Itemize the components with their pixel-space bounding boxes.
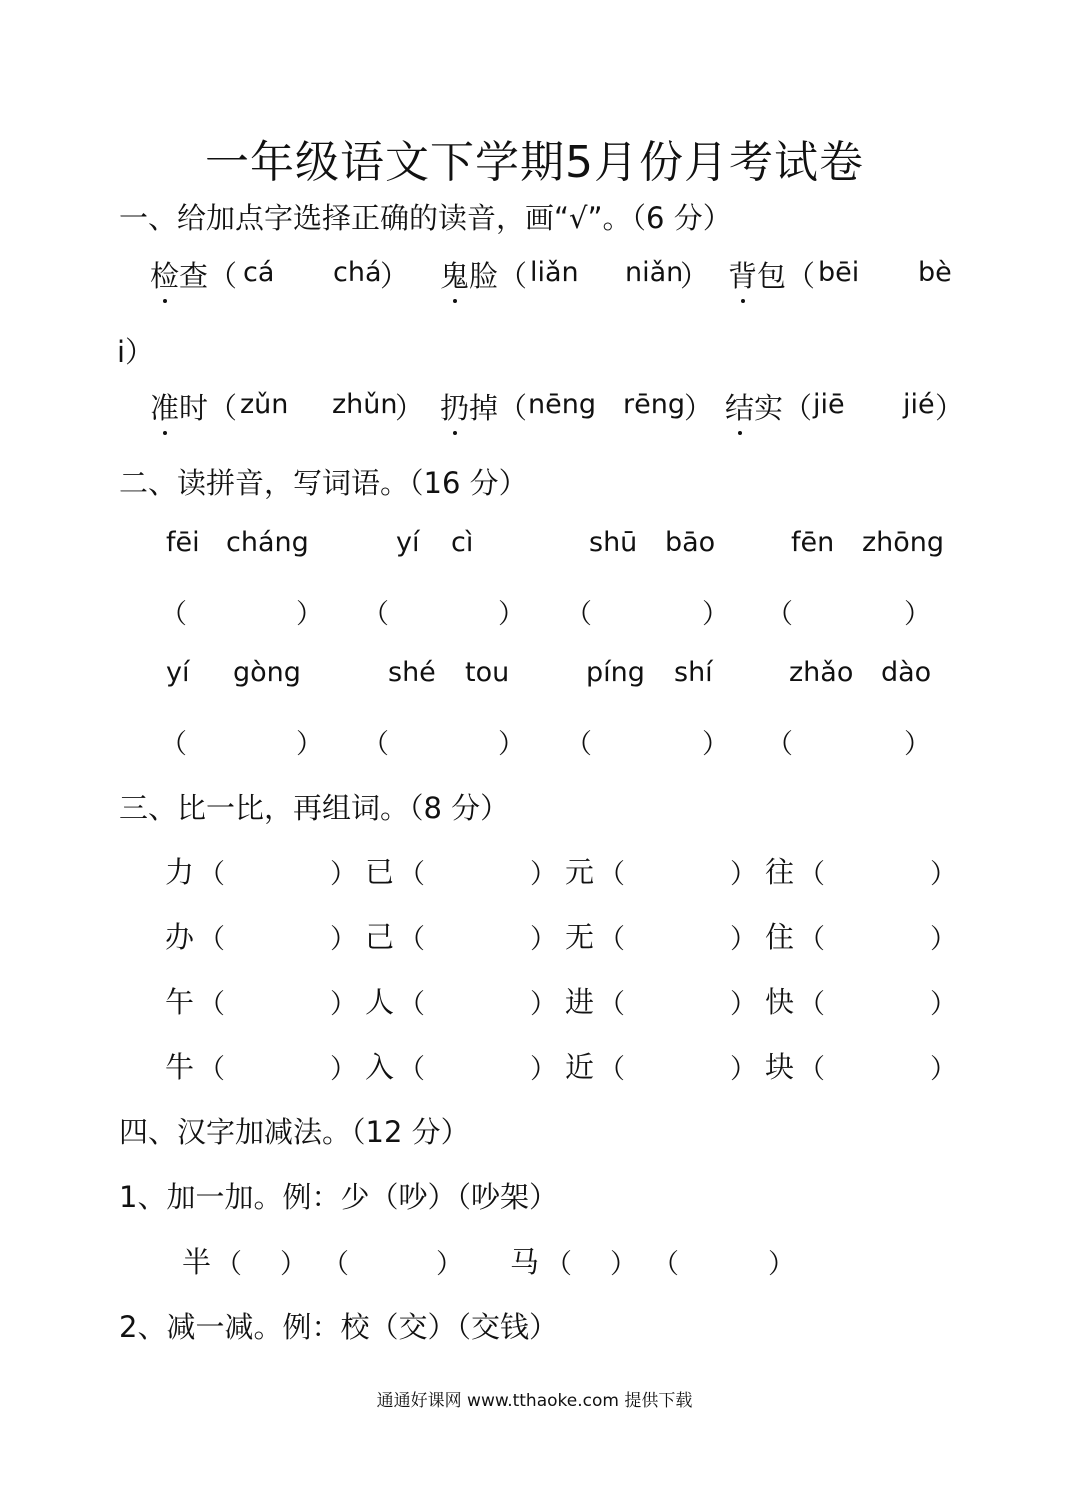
close-paren: ） <box>730 989 757 1020</box>
section-2-heading: 二、读拼音，写词语。（16 分） <box>119 466 528 500</box>
open-paren: （ <box>398 924 425 955</box>
close-paren: ） <box>702 599 729 630</box>
compare-char: 己 <box>365 920 395 954</box>
close-paren: ） <box>330 924 357 955</box>
dotted-char: 准 <box>150 386 179 427</box>
pinyin-syllable: tou <box>465 657 510 688</box>
pinyin-option: chá <box>333 257 382 288</box>
dotted-char: 扔 <box>440 386 469 427</box>
pinyin-option: zhǔn <box>332 389 398 420</box>
close-paren: ） <box>702 729 729 760</box>
close-paren: ） <box>436 1249 463 1280</box>
pinyin-option: cá <box>243 257 275 288</box>
open-paren: （ <box>545 1249 572 1280</box>
pinyin-syllable: shū <box>589 527 638 558</box>
sub-example: 2、减一减。例：校（交）（交钱） <box>119 1310 558 1344</box>
add-char: 半 <box>182 1245 212 1279</box>
compare-char: 块 <box>765 1050 795 1084</box>
word-1 <box>150 254 237 295</box>
compare-char: 人 <box>365 985 395 1019</box>
dotted-char: 检 <box>150 254 179 295</box>
pinyin-option: rēng <box>623 389 685 420</box>
close-paren: ） <box>610 1249 637 1280</box>
compare-char: 午 <box>165 985 195 1019</box>
close-paren: ） <box>530 859 557 890</box>
wrapped-text: i） <box>117 335 155 369</box>
open-paren: （ <box>798 1054 825 1085</box>
word-rest: 实 <box>754 391 784 425</box>
pinyin-syllable: shé <box>388 657 436 688</box>
open-paren: （ <box>398 1054 425 1085</box>
open-paren: （ <box>498 259 528 293</box>
word-rest: 查 <box>179 259 209 293</box>
open-paren: （ <box>198 924 225 955</box>
close-paren: ） <box>730 1054 757 1085</box>
open-paren: （ <box>322 1249 349 1280</box>
compare-char: 快 <box>765 985 795 1019</box>
close-paren: ） <box>380 259 410 293</box>
compare-char: 进 <box>565 985 595 1019</box>
close-paren: ） <box>530 989 557 1020</box>
pinyin-option: niǎn <box>625 257 684 288</box>
pinyin-syllable: cì <box>451 527 474 558</box>
close-paren: ） <box>330 859 357 890</box>
close-paren: ） <box>330 1054 357 1085</box>
pinyin-syllable: zhōng <box>862 527 945 558</box>
word-rest: 时 <box>179 391 209 425</box>
pinyin-option: liǎn <box>530 257 579 288</box>
open-paren: （ <box>208 259 238 293</box>
word-rest: 脸 <box>469 259 499 293</box>
word-2 <box>440 254 527 295</box>
close-paren: ） <box>296 729 323 760</box>
dotted-char: 结 <box>725 386 754 427</box>
word-5 <box>440 386 527 427</box>
pinyin-option: zǔn <box>240 389 289 420</box>
open-paren: （ <box>766 729 793 760</box>
section-3-heading: 三、比一比，再组词。（8 分） <box>119 791 510 825</box>
open-paren: （ <box>565 599 592 630</box>
compare-char: 办 <box>165 920 195 954</box>
open-paren: （ <box>783 391 813 425</box>
pinyin-syllable: bāo <box>665 527 716 558</box>
compare-char: 往 <box>765 855 795 889</box>
open-paren: （ <box>362 599 389 630</box>
pinyin-syllable: shí <box>674 657 713 688</box>
open-paren: （ <box>766 599 793 630</box>
open-paren: （ <box>798 924 825 955</box>
close-paren: ） <box>330 989 357 1020</box>
compare-char: 已 <box>365 855 395 889</box>
open-paren: （ <box>598 859 625 890</box>
section-4-heading: 四、汉字加减法。（12 分） <box>119 1115 470 1149</box>
open-paren: （ <box>198 989 225 1020</box>
open-paren: （ <box>398 859 425 890</box>
close-paren: ） <box>498 599 525 630</box>
footer: 通通好课网 www.tthaoke.com 提供下载 <box>376 1391 693 1411</box>
pinyin-option: nēng <box>528 389 596 420</box>
open-paren: （ <box>798 989 825 1020</box>
dotted-char: 背 <box>728 254 757 295</box>
open-paren: （ <box>565 729 592 760</box>
open-paren: （ <box>198 859 225 890</box>
pinyin-syllable: yí <box>396 527 420 558</box>
open-paren: （ <box>198 1054 225 1085</box>
open-paren: （ <box>398 989 425 1020</box>
close-paren: ） <box>768 1249 795 1280</box>
word-6 <box>725 386 812 427</box>
close-paren: ） <box>930 859 957 890</box>
section-1-heading: 一、给加点字选择正确的读音，画“√”。（6 分） <box>119 201 732 235</box>
open-paren: （ <box>652 1249 679 1280</box>
open-paren: （ <box>598 1054 625 1085</box>
pinyin-syllable: zhǎo <box>789 657 854 688</box>
compare-char: 入 <box>365 1050 395 1084</box>
close-paren: ） <box>935 391 965 425</box>
open-paren: （ <box>362 729 389 760</box>
close-paren: ） <box>296 599 323 630</box>
close-paren: ） <box>930 989 957 1020</box>
close-paren: ） <box>280 1249 307 1280</box>
compare-char: 力 <box>165 855 195 889</box>
compare-char: 元 <box>565 855 595 889</box>
close-paren: ） <box>904 729 931 760</box>
word-rest: 掉 <box>469 391 499 425</box>
pinyin-syllable: yí <box>166 657 190 688</box>
compare-char: 无 <box>565 920 595 954</box>
close-paren: ） <box>395 391 425 425</box>
open-paren: （ <box>598 989 625 1020</box>
open-paren: （ <box>160 599 187 630</box>
open-paren: （ <box>598 924 625 955</box>
close-paren: ） <box>730 859 757 890</box>
close-paren: ） <box>530 1054 557 1085</box>
close-paren: ） <box>530 924 557 955</box>
pinyin-syllable: fēi <box>166 527 200 558</box>
pinyin-option: jiē <box>813 389 845 420</box>
compare-char: 住 <box>765 920 795 954</box>
close-paren: ） <box>684 391 714 425</box>
close-paren: ） <box>930 924 957 955</box>
pinyin-syllable: píng <box>586 657 645 688</box>
close-paren: ） <box>498 729 525 760</box>
close-paren: ） <box>930 1054 957 1085</box>
open-paren: （ <box>798 859 825 890</box>
pinyin-option: bè <box>918 257 952 288</box>
pinyin-syllable: gòng <box>233 657 301 688</box>
add-example: 1、加一加。例：少（吵）（吵架） <box>119 1180 558 1214</box>
pinyin-syllable: fēn <box>791 527 835 558</box>
word-rest: 包 <box>757 259 787 293</box>
pinyin-option: bēi <box>818 257 860 288</box>
close-paren: ） <box>680 259 710 293</box>
close-paren: ） <box>904 599 931 630</box>
open-paren: （ <box>208 391 238 425</box>
compare-char: 近 <box>565 1050 595 1084</box>
pinyin-syllable: dào <box>881 657 932 688</box>
compare-char: 牛 <box>165 1050 195 1084</box>
word-4 <box>150 386 237 427</box>
add-char: 马 <box>510 1245 540 1279</box>
pinyin-syllable: cháng <box>226 527 309 558</box>
word-3 <box>728 254 815 295</box>
open-paren: （ <box>215 1249 242 1280</box>
dotted-char: 鬼 <box>440 254 469 295</box>
close-paren: ） <box>730 924 757 955</box>
open-paren: （ <box>786 259 816 293</box>
page-title: 一年级语文下学期5月份月考试卷 <box>205 137 864 188</box>
pinyin-option: jié <box>903 389 935 420</box>
open-paren: （ <box>160 729 187 760</box>
open-paren: （ <box>498 391 528 425</box>
